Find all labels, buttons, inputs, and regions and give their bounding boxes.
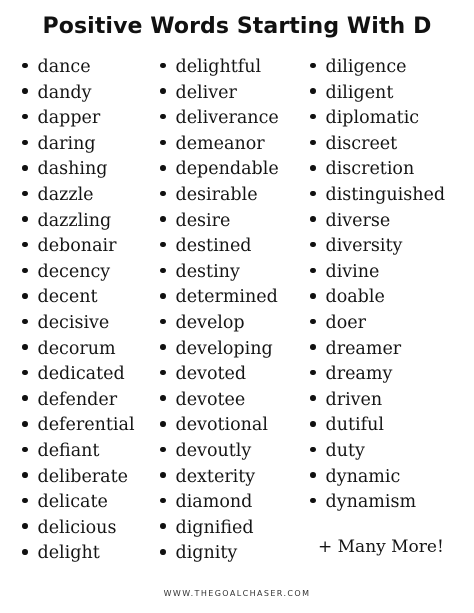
word-text: diligent — [325, 82, 394, 103]
list-item — [160, 55, 279, 81]
bullet-icon — [22, 447, 28, 453]
list-item — [22, 311, 135, 337]
bullet-icon — [160, 268, 166, 274]
bullet-icon — [310, 242, 316, 248]
list-item — [310, 490, 445, 516]
list-item — [310, 311, 445, 337]
word-text: defender — [37, 389, 118, 410]
bullet-icon — [160, 447, 166, 453]
list-item — [160, 285, 279, 311]
list-item — [160, 337, 279, 363]
bullet-icon — [310, 319, 316, 325]
bullet-icon — [160, 114, 166, 120]
list-item — [310, 234, 445, 260]
word-text: daring — [37, 133, 96, 154]
bullet-icon — [22, 140, 28, 146]
list-item — [22, 209, 135, 235]
list-item — [310, 439, 445, 465]
list-item — [160, 209, 279, 235]
list-item — [22, 388, 135, 414]
word-text: dedicated — [37, 364, 125, 385]
bullet-icon — [160, 242, 166, 248]
bullet-icon — [22, 498, 28, 504]
bullet-icon — [310, 421, 316, 427]
word-text: discreet — [325, 133, 398, 154]
word-text: decency — [37, 261, 111, 282]
word-text: destined — [175, 236, 252, 257]
word-text: devotional — [175, 415, 268, 436]
word-text: desire — [175, 210, 231, 231]
list-item — [160, 439, 279, 465]
word-text: delicious — [37, 517, 117, 538]
bullet-icon — [22, 216, 28, 222]
list-item — [160, 311, 279, 337]
bullet-icon — [310, 293, 316, 299]
word-column-1 — [22, 55, 135, 567]
list-item — [160, 157, 279, 183]
word-column-2 — [160, 55, 279, 567]
word-text: devotee — [175, 389, 246, 410]
bullet-icon — [22, 370, 28, 376]
list-item — [22, 439, 135, 465]
list-item — [310, 260, 445, 286]
list-item — [22, 413, 135, 439]
list-item — [310, 106, 445, 132]
list-item — [310, 55, 445, 81]
bullet-icon — [310, 498, 316, 504]
word-text: devoutly — [175, 440, 252, 461]
bullet-icon — [310, 370, 316, 376]
bullet-icon — [22, 242, 28, 248]
word-text: deliverance — [175, 108, 279, 129]
bullet-icon — [160, 344, 166, 350]
word-text: diplomatic — [325, 108, 420, 129]
word-text: destiny — [175, 261, 240, 282]
bullet-icon — [22, 165, 28, 171]
bullet-icon — [310, 88, 316, 94]
many-more-note: + Many More! — [318, 537, 444, 557]
word-text: dreamy — [325, 364, 393, 385]
word-text: driven — [325, 389, 383, 410]
word-text: dapper — [37, 108, 101, 129]
bullet-icon — [22, 114, 28, 120]
bullet-icon — [22, 523, 28, 529]
word-text: defiant — [37, 440, 100, 461]
bullet-icon — [22, 293, 28, 299]
list-item — [160, 234, 279, 260]
word-text: devoted — [175, 364, 247, 385]
word-text: dignity — [175, 543, 238, 564]
list-item — [310, 209, 445, 235]
bullet-icon — [310, 216, 316, 222]
list-item — [22, 541, 135, 567]
list-item — [160, 132, 279, 158]
bullet-icon — [160, 498, 166, 504]
bullet-icon — [22, 472, 28, 478]
list-item — [22, 106, 135, 132]
list-item — [310, 183, 445, 209]
list-item — [310, 465, 445, 491]
word-text: diverse — [325, 210, 391, 231]
word-text: delicate — [37, 492, 108, 513]
word-text: delight — [37, 543, 100, 564]
bullet-icon — [310, 268, 316, 274]
word-text: dashing — [37, 159, 108, 180]
list-item — [22, 285, 135, 311]
list-item — [310, 132, 445, 158]
list-item — [160, 465, 279, 491]
bullet-icon — [160, 293, 166, 299]
word-text: dazzle — [37, 184, 94, 205]
bullet-icon — [160, 63, 166, 69]
word-text: dynamism — [325, 492, 417, 513]
word-text: dandy — [37, 82, 92, 103]
word-text: dexterity — [175, 466, 256, 487]
list-item — [160, 388, 279, 414]
word-text: diamond — [175, 492, 253, 513]
bullet-icon — [310, 344, 316, 350]
list-item — [22, 132, 135, 158]
word-text: deliberate — [37, 466, 128, 487]
word-text: dynamic — [325, 466, 401, 487]
word-text: developing — [175, 338, 273, 359]
bullet-icon — [160, 421, 166, 427]
bullet-icon — [22, 344, 28, 350]
word-text: decent — [37, 287, 98, 308]
list-item — [310, 81, 445, 107]
list-item — [310, 157, 445, 183]
bullet-icon — [160, 88, 166, 94]
list-item — [22, 516, 135, 542]
word-text: divine — [325, 261, 380, 282]
bullet-icon — [310, 165, 316, 171]
list-item — [22, 81, 135, 107]
word-text: discretion — [325, 159, 415, 180]
list-item — [160, 413, 279, 439]
word-text: desirable — [175, 184, 258, 205]
bullet-icon — [22, 395, 28, 401]
bullet-icon — [160, 395, 166, 401]
page-title: Positive Words Starting With D — [42, 14, 432, 39]
word-text: deliver — [175, 82, 237, 103]
bullet-icon — [22, 268, 28, 274]
bullet-icon — [22, 88, 28, 94]
bullet-icon — [160, 216, 166, 222]
word-text: doable — [325, 287, 385, 308]
word-text: dance — [37, 57, 91, 77]
list-item — [160, 183, 279, 209]
bullet-icon — [310, 447, 316, 453]
bullet-icon — [22, 549, 28, 555]
word-text: develop — [175, 312, 245, 333]
bullet-icon — [310, 114, 316, 120]
bullet-icon — [22, 63, 28, 69]
footer-website: WWW.THEGOALCHASER.COM — [163, 589, 311, 598]
list-item — [160, 541, 279, 567]
bullet-icon — [160, 523, 166, 529]
list-item — [160, 490, 279, 516]
bullet-icon — [22, 421, 28, 427]
word-text: demeanor — [175, 133, 265, 154]
bullet-icon — [22, 319, 28, 325]
list-item — [160, 516, 279, 542]
list-item — [310, 413, 445, 439]
word-text: deferential — [37, 415, 135, 436]
list-item — [310, 388, 445, 414]
bullet-icon — [310, 395, 316, 401]
word-text: diligence — [325, 57, 407, 77]
word-text: dignified — [175, 517, 254, 538]
word-text: dependable — [175, 159, 279, 180]
list-item — [310, 337, 445, 363]
list-item — [160, 362, 279, 388]
list-item — [160, 81, 279, 107]
list-item — [22, 55, 135, 81]
list-item — [22, 157, 135, 183]
word-text: debonair — [37, 236, 117, 257]
word-text: decisive — [37, 312, 110, 333]
bullet-icon — [160, 319, 166, 325]
bullet-icon — [160, 549, 166, 555]
word-text: determined — [175, 287, 278, 308]
list-item — [22, 490, 135, 516]
word-column-3 — [310, 55, 445, 516]
word-text: diversity — [325, 236, 403, 257]
bullet-icon — [160, 191, 166, 197]
bullet-icon — [310, 472, 316, 478]
list-item — [22, 337, 135, 363]
word-text: dutiful — [325, 415, 384, 436]
word-text: dazzling — [37, 210, 112, 231]
list-item — [22, 234, 135, 260]
bullet-icon — [160, 370, 166, 376]
word-text: duty — [325, 440, 365, 461]
list-item — [22, 183, 135, 209]
list-item — [22, 260, 135, 286]
list-item — [22, 465, 135, 491]
list-item — [160, 260, 279, 286]
bullet-icon — [160, 165, 166, 171]
word-text: distinguished — [325, 184, 446, 205]
bullet-icon — [310, 191, 316, 197]
list-item — [310, 285, 445, 311]
word-text: decorum — [37, 338, 116, 359]
bullet-icon — [160, 140, 166, 146]
word-text: dreamer — [325, 338, 402, 359]
bullet-icon — [310, 63, 316, 69]
word-text: doer — [325, 312, 366, 333]
bullet-icon — [22, 191, 28, 197]
list-item — [22, 362, 135, 388]
list-item — [160, 106, 279, 132]
list-item — [310, 362, 445, 388]
word-text: delightful — [175, 57, 262, 77]
bullet-icon — [160, 472, 166, 478]
bullet-icon — [310, 140, 316, 146]
